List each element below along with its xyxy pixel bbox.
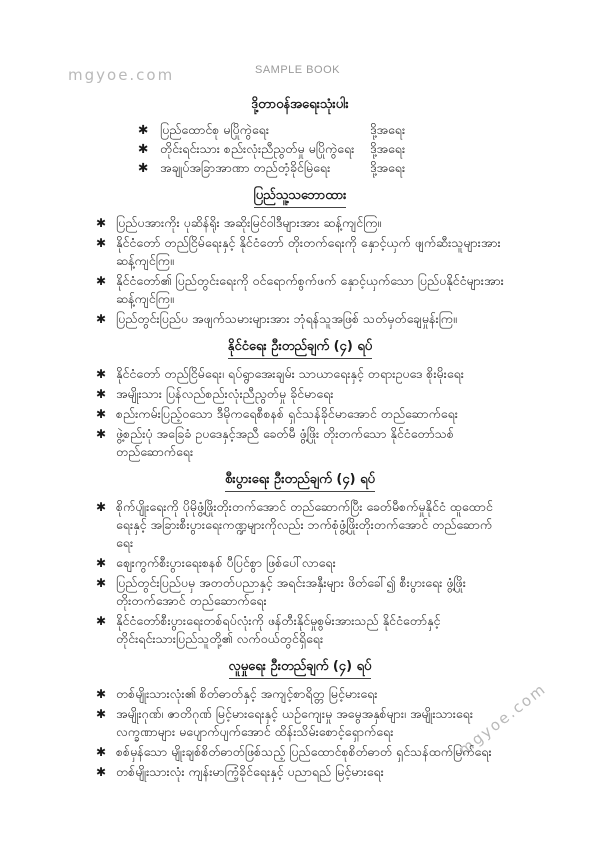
item-text: နိုင်ငံတော် တည်ငြိမ်ရေး၊ ရပ်ရွာအေးချမ်း သာယာရေးနှင့် တရားဥပဒေ စိုးမိုးရေး (116, 366, 464, 381)
item-text: တစ်မျိုးသားလုံး ကျန်းမာကြံ့ခိုင်ရေးနှင့် ပညာရည် မြင့်မားရေး (116, 764, 384, 779)
asterisk-icon (96, 705, 116, 723)
social-objectives-list (96, 685, 504, 781)
asterisk-icon (96, 425, 116, 443)
list-item (96, 705, 504, 741)
list-item (96, 214, 504, 232)
pledge-text: အချုပ်အခြာအာဏာ တည်တံ့ခိုင်မြဲရေး (160, 160, 331, 175)
asterisk-icon (96, 743, 116, 761)
page-content (96, 92, 504, 783)
asterisk-icon (96, 214, 116, 232)
list-item (96, 385, 504, 403)
watermark-side: mgyoe.com (455, 679, 550, 760)
pledge-item (138, 120, 504, 139)
people-desire-list (96, 214, 504, 328)
list-item (96, 574, 504, 610)
item-text: စစ်မှန်သော မျိုးချစ်စိတ်ဓာတ်ဖြစ်သည့် ပြည်ထောင်စုစိတ်ဓာတ် ရှင်သန်ထက်မြက်ရေး (116, 744, 492, 759)
asterisk-icon (96, 272, 116, 290)
asterisk-icon (96, 763, 116, 781)
pledges-list (96, 120, 504, 177)
asterisk-icon (96, 310, 116, 328)
item-text: ဖွဲ့စည်းပုံ အခြေခံ ဥပဒေနှင့်အညီ ခေတ်မီ ဖွံ့ဖြိုး တိုးတက်သော နိုင်ငံတော်သစ် တည်ဆောက်ရေး (116, 426, 454, 459)
asterisk-icon (96, 554, 116, 572)
list-item (96, 405, 504, 423)
people-desire-heading: ပြည်သူ့သဘောထား (254, 187, 347, 208)
political-objectives-list (96, 365, 504, 461)
asterisk-icon (96, 385, 116, 403)
asterisk-icon (96, 612, 116, 630)
asterisk-icon (138, 139, 160, 158)
sample-book-label: SAMPLE BOOK (255, 64, 340, 76)
list-item (96, 743, 504, 761)
list-item (96, 612, 504, 648)
pledge-duty: ဒို့အရေး (370, 160, 406, 175)
list-item (96, 685, 504, 703)
list-item (96, 763, 504, 781)
list-item (96, 425, 504, 461)
political-objectives-heading: နိုင်ငံရေး ဦးတည်ချက် (၄) ရပ် (228, 338, 372, 359)
item-text: ပြည်တွင်းပြည်ပမှ အတတ်ပညာနှင့် အရင်းအနှီးများ ဖိတ်ခေါ်၍ စီးပွားရေး ဖွံ့ဖြိုးတိုးတက်အောင် တည်ဆောက်ရေး (116, 575, 466, 608)
list-item (96, 272, 504, 308)
asterisk-icon (138, 158, 160, 177)
item-text: စည်းကမ်းပြည့်ဝသော ဒီမိုကရေစီစနစ် ရှင်သန်ခိုင်မာအောင် တည်ဆောက်ရေး (116, 406, 458, 421)
pledges-heading: ဒို့တာဝန်အရေးသုံးပါး (251, 97, 349, 112)
item-text: အမျိုးသား ပြန်လည်စည်းလုံးညီညွတ်မှု ခိုင်မာရေး (116, 386, 334, 401)
asterisk-icon (96, 574, 116, 592)
list-item (96, 365, 504, 383)
asterisk-icon (96, 234, 116, 252)
asterisk-icon (96, 405, 116, 423)
item-text: ဈေးကွက်စီးပွားရေးစနစ် ပီပြင်စွာ ဖြစ်ပေါ်လာရေး (116, 555, 336, 570)
pledge-item (138, 158, 504, 177)
item-text: နိုင်ငံတော်၏ ပြည်တွင်းရေးကို ဝင်ရောက်စွက်ဖက် နှောင့်ယှက်သော ပြည်ပနိုင်ငံများအား ဆန့်ကျင်ကြ။ (116, 273, 504, 306)
pledge-duty: ဒို့အရေး (370, 141, 406, 156)
asterisk-icon (138, 120, 160, 139)
item-text: ပြည်ပအားကိုး ပုဆိန်ရိုး အဆိုးမြင်ဝါဒီများအား ဆန့်ကျင်ကြ။ (116, 215, 382, 230)
list-item (96, 310, 504, 328)
list-item (96, 498, 504, 552)
item-text: နိုင်ငံတော်စီးပွားရေးတစ်ရပ်လုံးကို ဖန်တီးနိုင်မှုစွမ်းအားသည် နိုင်ငံတော်နှင့် တိုင်းရင်းသားပြည်သူတို့၏ လက်ဝယ်တွင်ရှိရေး (116, 613, 441, 646)
item-text: အမျိုးဂုဏ်၊ ဇာတိဂုဏ် မြင့်မားရေးနှင့် ယဉ်ကျေးမှု အမွေအနှစ်များ၊ အမျိုးသားရေး လက္ခဏာများ မပျောက်ပျက်အောင် ထိန်းသိမ်းစောင့်ရှောက်ရေး (116, 706, 474, 739)
asterisk-icon (96, 498, 116, 516)
asterisk-icon (96, 685, 116, 703)
pledge-duty: ဒို့အရေး (370, 122, 406, 137)
item-text: စိုက်ပျိုးရေးကို ပိုမိုဖွံ့ဖြိုးတိုးတက်အောင် တည်ဆောက်ပြီး ခေတ်မီစက်မှုနိုင်ငံ ထူထောင်ရေးနှင့် အခြားစီးပွားရေးကဏ္ဍများကိုလည်း ဘက်စုံဖွံ့ဖြိုးတိုးတက်အောင် တည်ဆောက်ရေး (116, 499, 493, 550)
list-item (96, 554, 504, 572)
item-text: ပြည်တွင်းပြည်ပ အဖျက်သမားများအား ဘုံရန်သူအဖြစ် သတ်မှတ်ချေမှုန်းကြ။ (116, 311, 457, 326)
economic-objectives-list (96, 498, 504, 648)
social-objectives-heading: လူမှုရေး ဦးတည်ချက် (၄) ရပ် (229, 658, 372, 679)
pledge-item (138, 139, 504, 158)
item-text: တစ်မျိုးသားလုံး၏ စိတ်ဓာတ်နှင့် အကျင့်စာရိတ္တ မြင့်မားရေး (116, 686, 378, 701)
list-item (96, 234, 504, 270)
asterisk-icon (96, 365, 116, 383)
economic-objectives-heading: စီးပွားရေး ဦးတည်ချက် (၄) ရပ် (225, 471, 375, 492)
pledge-text: တိုင်းရင်းသား စည်းလုံးညီညွတ်မှု မပြိုကွဲရေး (160, 141, 355, 156)
item-text: နိုင်ငံတော် တည်ငြိမ်ရေးနှင့် နိုင်ငံတော် တိုးတက်ရေးကို နှောင့်ယှက် ဖျက်ဆီးသူများအား ဆန့်ကျင်ကြ။ (116, 235, 501, 268)
watermark-top: mgyoe.com (68, 66, 175, 84)
pledge-text: ပြည်ထောင်စု မပြိုကွဲရေး (160, 122, 270, 137)
